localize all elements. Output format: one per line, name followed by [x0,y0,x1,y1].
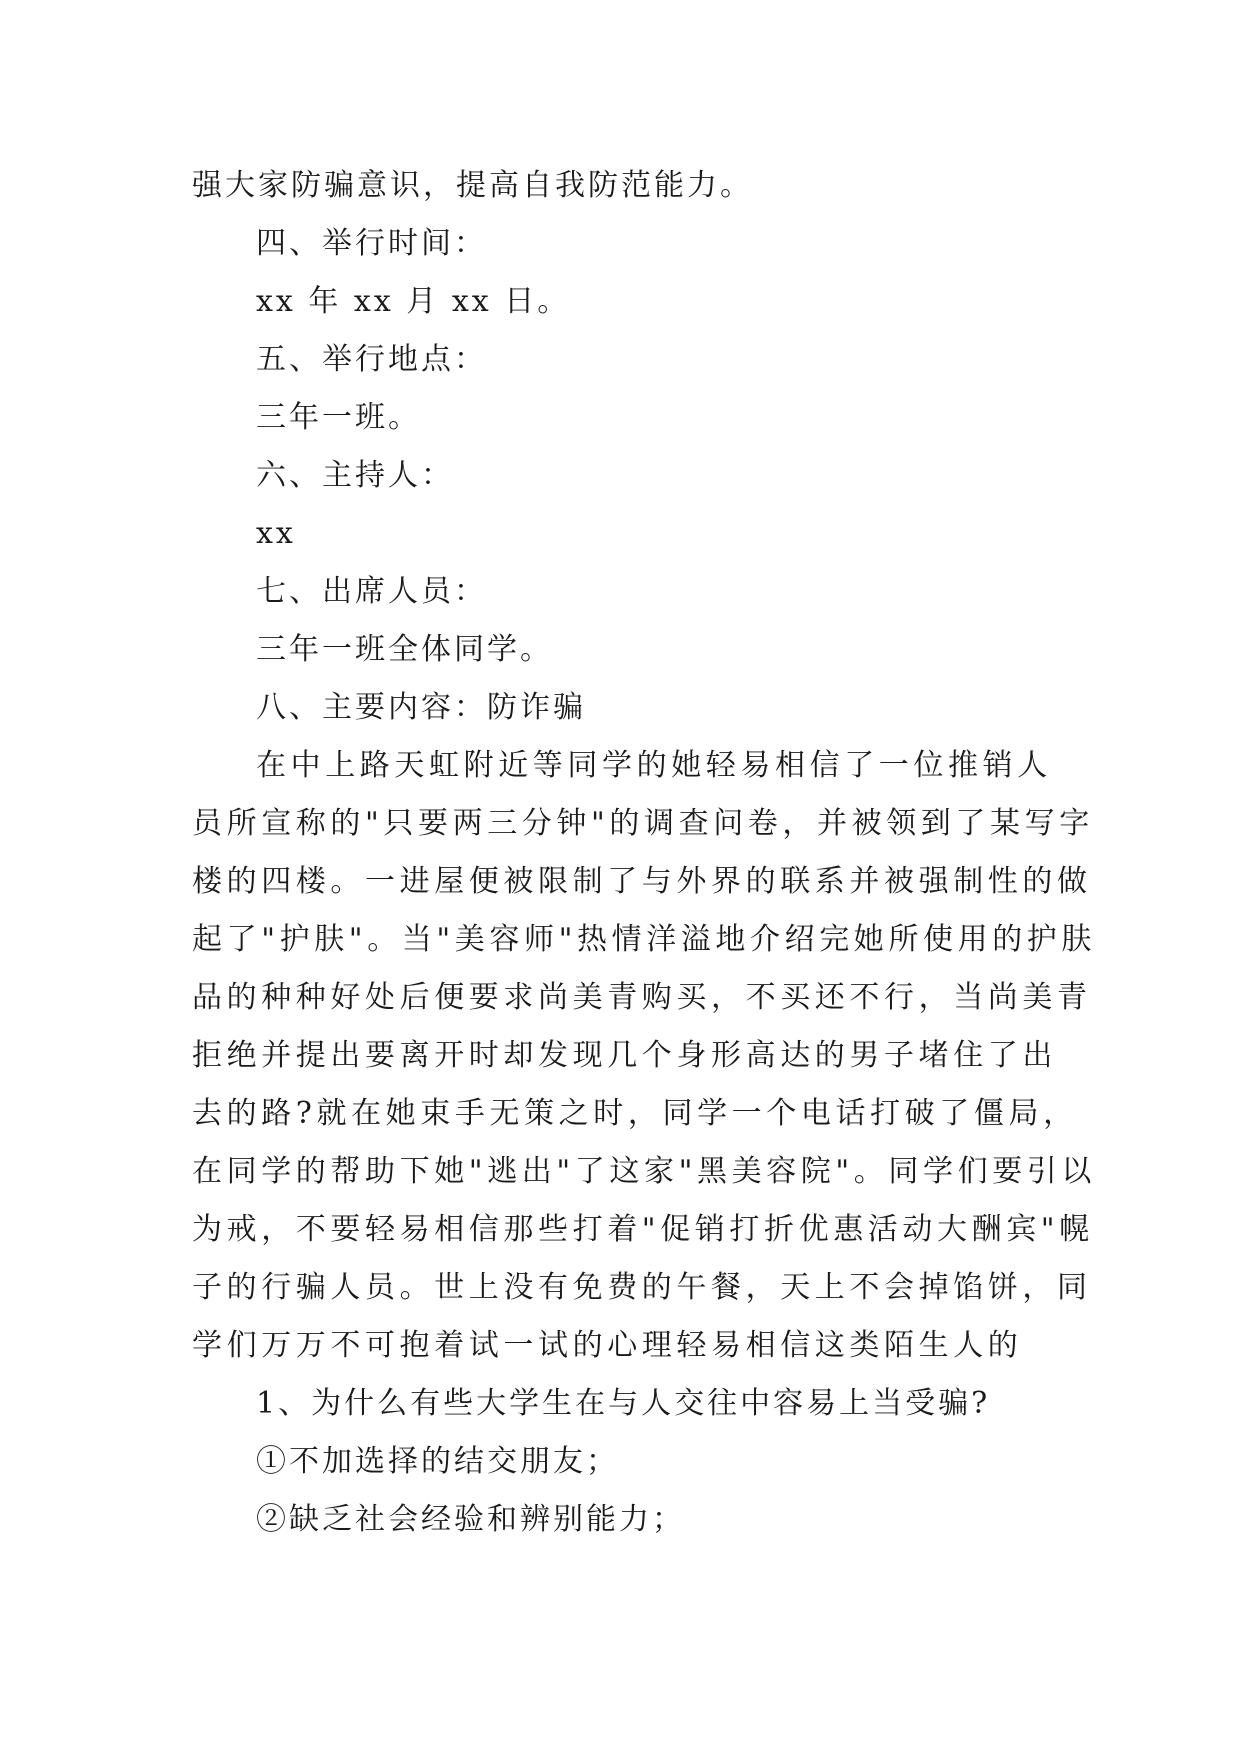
paragraph-line: 品的种种好处后便要求尚美青购买，不买还不行，当尚美青 [192,980,1092,1015]
paragraph-line: 楼的四楼。一进屋便被限制了与外界的联系并被强制性的做 [192,864,1092,899]
paragraph-line: 去的路?就在她束手无策之时，同学一个电话打破了僵局， [192,1096,1078,1131]
host-value: xx [256,516,296,551]
paragraph-line: 强大家防骗意识，提高自我防范能力。 [192,168,753,203]
paragraph-line: 在同学的帮助下她"逃出"了这家"黑美容院"。同学们要引以 [192,1154,1096,1189]
paragraph-line: 拒绝并提出要离开时却发现几个身形高达的男子堵住了出 [192,1038,1057,1073]
paragraph-line: 在中上路天虹附近等同学的她轻易相信了一位推销人 [256,748,1052,783]
paragraph-line: 为戒，不要轻易相信那些打着"促销打折优惠活动大酬宾"幌 [192,1212,1094,1247]
paragraph-line: 子的行骗人员。世上没有免费的午餐，天上不会掉馅饼，同 [192,1270,1092,1305]
attendees-value: 三年一班全体同学。 [256,632,553,667]
section-heading-host: 六、主持人： [256,458,454,493]
list-item: ②缺乏社会经验和辨别能力； [256,1502,685,1537]
section-heading-content: 八、主要内容：防诈骗 [256,690,586,725]
date-value: xx 年 xx 月 xx 日。 [256,284,571,319]
question-heading: 1、为什么有些大学生在与人交往中容易上当受骗? [256,1386,991,1421]
section-heading-attendees: 七、出席人员： [256,574,487,609]
section-heading-location: 五、举行地点： [256,342,487,377]
location-value: 三年一班。 [256,400,421,435]
paragraph-line: 学们万万不可抱着试一试的心理轻易相信这类陌生人的 [192,1328,1023,1363]
list-item: ①不加选择的结交朋友； [256,1444,619,1479]
paragraph-line: 起了"护肤"。当"美容师"热情洋溢地介绍完她所使用的护肤 [192,922,1096,957]
paragraph-line: 员所宣称的"只要两三分钟"的调查问卷，并被领到了某写字 [192,806,1094,841]
section-heading-time: 四、举行时间： [256,226,487,261]
